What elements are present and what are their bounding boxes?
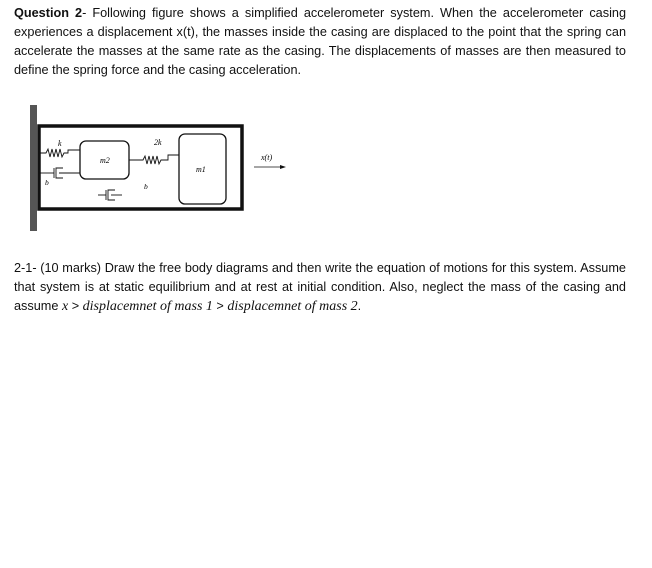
damper-b-mid — [98, 190, 122, 200]
question-paragraph — [14, 4, 626, 80]
spring-2k — [129, 155, 179, 164]
label-xt: x(t) — [261, 153, 273, 162]
part-2-1-paragraph — [14, 259, 626, 316]
spring-k — [39, 149, 80, 157]
question-label: Question 2 — [14, 6, 83, 20]
math-gt-2: > — [212, 299, 228, 313]
math-num-1: 1 — [202, 299, 213, 314]
question-text: - Following figure shows a simplified accelerometer system. When the accelerometer casing experiences a displacement x(t), the masses inside the casing are displaced to the point that the spring can accelerate the masses at the same rate as the casing. The displacements of masses are then measured to define the spring force and the casing acceleration. — [14, 6, 627, 77]
part-end: . — [357, 299, 362, 313]
displacement-arrow — [254, 165, 286, 169]
math-displacement-2: displacemnet of mass — [227, 299, 348, 314]
label-m1: m1 — [196, 165, 206, 174]
label-k: k — [58, 139, 62, 148]
label-m2: m2 — [100, 156, 110, 165]
label-b-left: b — [45, 178, 49, 187]
math-gt-1: > — [68, 299, 83, 313]
wall — [30, 105, 37, 231]
math-num-2: 2 — [347, 299, 358, 314]
math-displacement-1: displacemnet of mass — [82, 299, 203, 314]
accelerometer-diagram — [28, 103, 298, 233]
label-2k: 2k — [154, 138, 162, 147]
label-b-mid: b — [144, 182, 148, 191]
part-text: 2-1- (10 marks) Draw the free body diagrams and then write the equation of motions for this system. Assume that system is at static equilibrium and at rest at initial condition. Also, neglect the mass of the casing and assume — [14, 261, 626, 313]
damper-b-left — [39, 168, 80, 178]
math-x: x — [61, 299, 69, 314]
